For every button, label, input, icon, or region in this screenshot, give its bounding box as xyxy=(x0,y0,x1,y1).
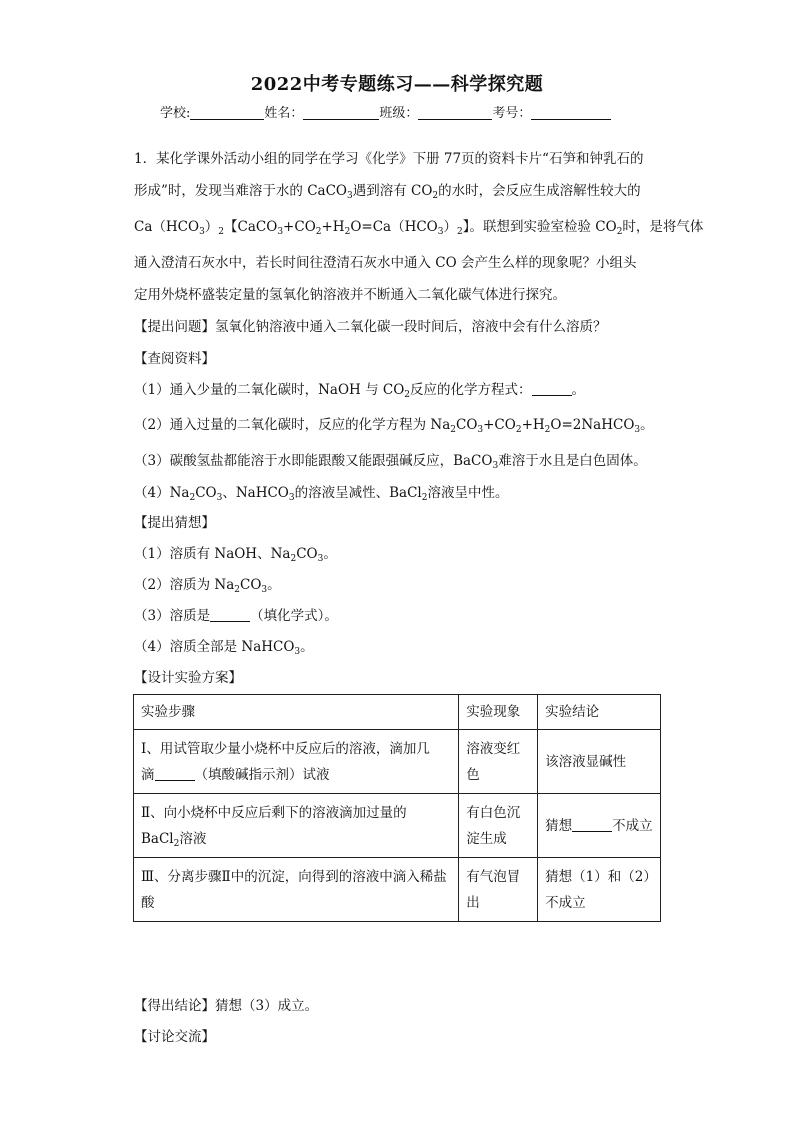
conclusion-cell: 猜想（1）和（2）不成立 xyxy=(538,858,661,922)
class-blank[interactable] xyxy=(418,105,492,120)
observation-cell: 有气泡冒出 xyxy=(459,858,538,922)
class-label: 班级： xyxy=(379,106,419,121)
guess-4: （4）溶质全部是 NaHCO$_3$。 xyxy=(134,639,314,657)
reference-1: （1）通入少量的二氧化碳时，NaOH 与 $CO_2$反应的化学方程式： 。 xyxy=(134,382,586,400)
step-cell: Ⅱ、向小烧杯中反应后剩下的溶液滴加过量的 BaCl$_2$溶液 xyxy=(134,794,459,858)
table-row xyxy=(134,730,661,794)
question-line-1: 1．某化学课外活动小组的同学在学习《化学》下册 77页的资料卡片“石笋和钟乳石的 xyxy=(134,151,644,167)
section-discuss: 【讨论交流】 xyxy=(134,1029,215,1045)
reference-4: $(4)Na_2CO_3$、NaHCO$_3$的溶液呈减性、BaCl$_2$溶液呈中性。 xyxy=(134,485,509,503)
reference-2: （2）通入过量的二氧化碳时，反应的化学方程为 $Na_2CO_3+CO_2+H_2O=2NaHCO_3$。 xyxy=(134,417,654,435)
experiment-table xyxy=(133,694,661,922)
name-blank[interactable] xyxy=(303,105,379,120)
question-line-4: 通入澄清石灰水中，若长时间往澄清石灰水中通入 CO 会产生么样的现象呢？小组头 xyxy=(134,255,637,271)
step-cell: Ⅲ、分离步骤Ⅱ中的沉淀，向得到的溶液中滴入稀盐酸 xyxy=(134,858,459,922)
guess-3: （3）溶质是 （填化学式）。 xyxy=(134,608,338,624)
answer-blank-2[interactable] xyxy=(210,608,250,622)
section-guess: 【提出猜想】 xyxy=(134,515,215,531)
header-observation: 实验现象 xyxy=(459,695,538,730)
observation-cell: 有白色沉淀生成 xyxy=(459,794,538,858)
step-cell: I、用试管取少量小烧杯中反应后的溶液，滴加几 滴 （填酸碱指示剂）试液 xyxy=(134,730,459,794)
observation-cell: 溶液变红色 xyxy=(459,730,538,794)
name-label: 姓名： xyxy=(264,106,304,121)
section-ask: 【提出问题】氢氧化钠溶液中通入二氧化碳一段时间后，溶液中会有什么溶质？ xyxy=(134,319,607,335)
section-conclusion: 【得出结论】猜想（3）成立。 xyxy=(134,998,319,1014)
header-conclusion: 实验结论 xyxy=(538,695,661,730)
student-info-line xyxy=(160,102,611,121)
section-design: 【设计实验方案】 xyxy=(134,670,242,686)
question-line-3: $Ca(HCO_3)_2$【$CaCO_3+CO_2+H_2O=Ca(HCO_3)_2$】。联想到实验室检验 $CO_2$时，是将气体 xyxy=(134,219,704,237)
answer-blank-1[interactable] xyxy=(532,382,572,396)
guess-1: （1）溶质有 NaOH、$Na_2CO_3$。 xyxy=(134,546,337,564)
section-lookup: 【查阅资料】 xyxy=(134,351,215,367)
header-step: 实验步骤 xyxy=(134,695,459,730)
exam-no-label: 考号： xyxy=(492,106,532,121)
conclusion-cell: 该溶液显碱性 xyxy=(538,730,661,794)
school-blank[interactable] xyxy=(190,105,264,120)
page-title: 2022中考专题练习——科学探究题 xyxy=(250,74,544,95)
table-row xyxy=(134,858,661,922)
answer-blank-4[interactable] xyxy=(572,818,612,832)
table-header-row xyxy=(134,695,661,730)
question-line-5: 定用外烧杯盛装定量的氢氧化钠溶液并不断通入二氧化碳气体进行探究。 xyxy=(134,287,566,303)
conclusion-cell: 猜想 不成立 xyxy=(538,794,661,858)
answer-blank-3[interactable] xyxy=(155,767,195,781)
guess-2: （2）溶质为 $Na_2CO_3$。 xyxy=(134,577,281,595)
exam-no-blank[interactable] xyxy=(531,105,611,120)
school-label: 学校: xyxy=(160,106,191,121)
question-line-2: 形成”时，发现当难溶于水的 CaCO$_3$遇到溶有 $CO_2$的水时，会反应生成溶解性较大的 xyxy=(134,183,641,201)
reference-3: （3）碳酸氢盐都能溶于水即能跟酸又能跟强碱反应，BaCO$_3$难溶于水且是白色固体。 xyxy=(134,453,647,471)
table-row xyxy=(134,794,661,858)
